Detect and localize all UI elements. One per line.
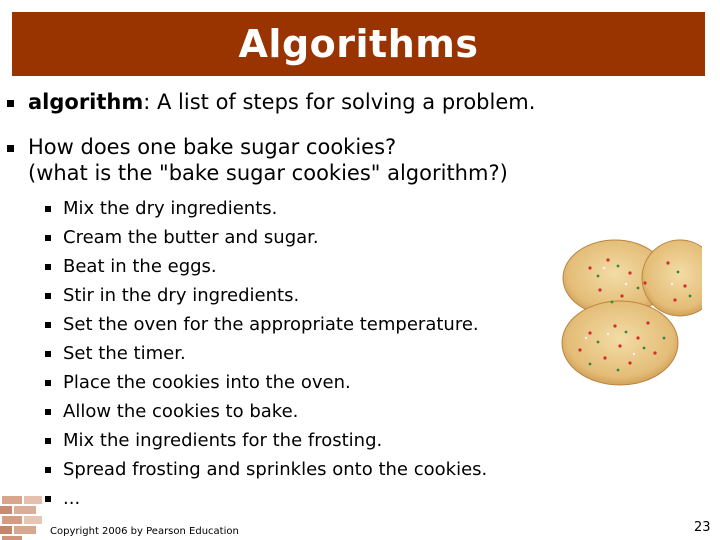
question-line1: How does one bake sugar cookies? bbox=[28, 135, 397, 159]
square-bullet-icon bbox=[45, 264, 51, 270]
square-bullet-icon bbox=[45, 438, 51, 444]
brick-decoration bbox=[0, 488, 45, 540]
step-item: Set the timer. bbox=[63, 343, 186, 364]
term-algorithm: algorithm bbox=[28, 90, 144, 114]
step-item: Cream the butter and sugar. bbox=[63, 227, 319, 248]
step-item: Mix the ingredients for the frosting. bbox=[63, 430, 383, 451]
step-item: Set the oven for the appropriate temperature. bbox=[63, 314, 479, 335]
bullet-definition bbox=[28, 89, 535, 115]
square-bullet-icon bbox=[45, 351, 51, 357]
step-item: Stir in the dry ingredients. bbox=[63, 285, 300, 306]
step-item: Spread frosting and sprinkles onto the cookies. bbox=[63, 459, 488, 480]
square-bullet-icon bbox=[45, 467, 51, 473]
page-number: 23 bbox=[694, 520, 711, 535]
definition-text: : A list of steps for solving a problem. bbox=[143, 90, 536, 114]
title-bar bbox=[12, 12, 705, 76]
square-bullet-icon bbox=[45, 235, 51, 241]
square-bullet-icon bbox=[45, 496, 51, 502]
bullet-question bbox=[28, 134, 508, 186]
square-bullet-icon bbox=[7, 100, 14, 107]
square-bullet-icon bbox=[45, 409, 51, 415]
square-bullet-icon bbox=[45, 322, 51, 328]
step-item: Place the cookies into the oven. bbox=[63, 372, 351, 393]
question-line2: (what is the "bake sugar cookies" algorithm?) bbox=[28, 161, 508, 185]
square-bullet-icon bbox=[45, 206, 51, 212]
step-item: ... bbox=[63, 488, 81, 509]
step-item: Beat in the eggs. bbox=[63, 256, 217, 277]
square-bullet-icon bbox=[45, 293, 51, 299]
step-item: Allow the cookies to bake. bbox=[63, 401, 299, 422]
square-bullet-icon bbox=[7, 145, 14, 152]
copyright-text: Copyright 2006 by Pearson Education bbox=[50, 526, 239, 537]
sugar-cookies-photo bbox=[560, 238, 702, 388]
slide-title: Algorithms bbox=[238, 22, 479, 66]
step-item: Mix the dry ingredients. bbox=[63, 198, 278, 219]
square-bullet-icon bbox=[45, 380, 51, 386]
